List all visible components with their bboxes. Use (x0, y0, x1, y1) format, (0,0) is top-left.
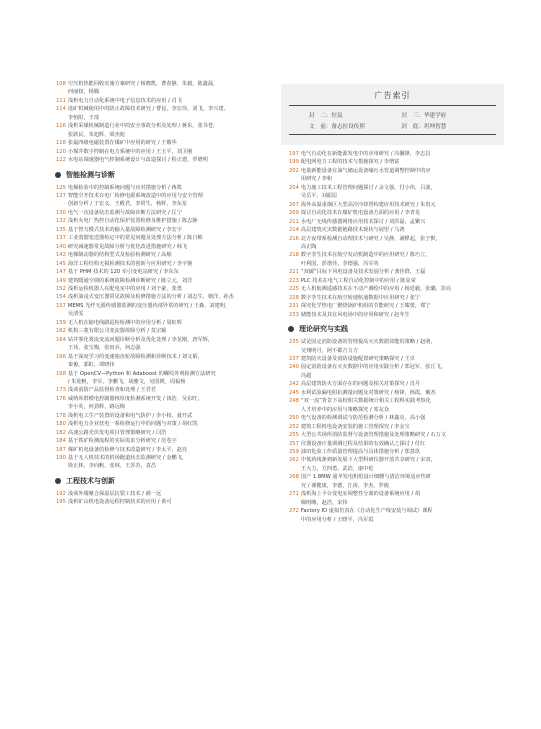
toc-entry (289, 294, 505, 302)
toc-entry (289, 218, 505, 226)
entry-text: 钻井雾化雾流变流问题诊断分析及优化处理 / 李龙刚，唐军辉， (67, 336, 214, 343)
toc-entry (56, 378, 270, 386)
entry-text: MEMS 光纤无源传感器监测的变压器内部异常的研究 / 王森，刘建明， (67, 302, 231, 309)
toc-entry (289, 448, 505, 456)
toc-entry (56, 293, 270, 301)
entry-text: 电梯制动器的结构型式及检验检测研究 / 高舶 (67, 252, 172, 259)
entry-text: 浅谈消防产品监督检查和处理 / 王君君 (67, 387, 156, 394)
page-number: 154 (56, 294, 66, 301)
entry-text: 高速公路光伏发电项目管理策略研究 / 闫浩 (67, 429, 167, 436)
entry-text: 海外高温重烟区大型高冷冷却塔构建应用技术研究 / 朱贵元 (300, 201, 436, 208)
page-number: 233 (289, 311, 299, 318)
toc-entry (56, 80, 270, 88)
entry-text: 浅谈外墙聚合保温层抗裂工技术 / 郝一远 (67, 490, 162, 497)
toc-entry (289, 355, 505, 363)
toc-entry (289, 201, 505, 209)
toc-entry (289, 499, 505, 507)
entry-text: 高层建筑火灾数据链路技术现状与展望 / 马鸿 (300, 227, 405, 234)
entry-text: 煤矿机电设备的检修与技术改造研究 / 李太平，赵亮 (67, 446, 188, 453)
toc-entry (289, 406, 505, 414)
bullet-icon (55, 478, 61, 484)
entry-text: 北方夜带系检测自动理技术与研究 / 吴静，满桦起，张子默， (300, 235, 441, 242)
entry-text: 基于无人机技术的机场跑道状态监测研究 / 金鹏飞， (67, 455, 188, 462)
page-number: 182 (56, 429, 66, 436)
page-number: 262 (289, 457, 299, 464)
page-number: 272 (289, 508, 299, 515)
toc-entry (289, 302, 505, 310)
entry-text: 威纳库群模电控制器核厚度检测系统开发 / 钱浩，吴东旺， (67, 395, 203, 402)
entry-text: 基于 OpenCV—Python 和 Adaboost 的螺纹外观检测方法研究 (67, 370, 216, 377)
page-number: 108 (56, 81, 66, 87)
page-number: 176 (56, 395, 66, 402)
toc-entry (289, 192, 505, 200)
divider (289, 105, 496, 106)
entry-text: 数字孪生技术在航空转速航通数据中应用研究 / 张宁 (300, 294, 421, 301)
page-number: 195 (56, 499, 66, 506)
page-number: 255 (289, 432, 299, 439)
toc-entry (56, 122, 270, 130)
toc-entry (289, 372, 505, 380)
page-number: 245 (289, 389, 299, 396)
page-number: 142 (56, 252, 66, 259)
toc-entry (56, 285, 270, 293)
page-number: 242 (289, 381, 299, 388)
page-number: 125 (56, 184, 66, 191)
page-number: 166 (56, 353, 66, 360)
toc-entry (56, 454, 270, 462)
entry-text: 工业蒸馏变送器检定中的常见问题及处理方法分析 / 陈日彬 (67, 235, 203, 242)
toc-entry (289, 414, 505, 422)
toc-entry (56, 105, 270, 113)
entry-text: 建筑暖通空调的系统故障检测诊断研究 / 陈立元，刘洋 (67, 277, 193, 284)
entry-text: 王大力，方四勇，武诰，康中伦 (300, 465, 374, 472)
toc-entry (56, 200, 270, 208)
page-number: 225 (289, 286, 299, 293)
toc-entry (56, 370, 270, 378)
toc-entry (289, 150, 505, 158)
page-number: 190 (56, 455, 66, 462)
entry-text: “双一流”背景下高校相关数据统计相关工程科实践考察化 (300, 398, 431, 405)
toc-entry (289, 285, 505, 293)
toc-entry (289, 158, 505, 166)
entry-text: 浅析采煤机械制造行业中的安全事故分析及处理 / 蒋东，张书苍， (67, 123, 219, 130)
toc-entry (56, 251, 270, 259)
page-number: 252 (289, 423, 299, 430)
entry-text: 电量新能设备在油气储运设备缘污水管道调整控制中的应 (300, 167, 431, 174)
bullet-icon (288, 326, 294, 332)
entry-text: 浅析运检机器人在配电室中的应用 / 刘子豪，张勇 (67, 285, 182, 292)
toc-entry (56, 361, 270, 369)
ad-index-row (309, 122, 494, 130)
entry-text: 油田化验工作质量管理提高与具体措施分析 / 郑荔玖 (300, 448, 421, 455)
entry-text: 冯超 (300, 372, 312, 379)
toc-entry (289, 260, 505, 268)
section-heading (288, 324, 505, 334)
entry-text: 浅析油浸式变压器常见故障及检修措施方法的分析 / 刘志生，朝洋，孙杰 (67, 294, 234, 301)
entry-text: 李怡阳，王琦 (67, 114, 100, 121)
toc-entry (289, 431, 505, 439)
entry-text: 建筑工程机电设备安装的施工管理探究 / 李金宝 (300, 423, 410, 430)
entry-text: 徐正林，李向帆，张林，王苏苏，袁昌 (67, 463, 157, 470)
page-number: 159 (56, 319, 66, 326)
toc-entry (56, 490, 270, 498)
entry-text: 大型公共场所消防监督与设备管理措施及处理策略研究 / 石万文 (300, 432, 447, 439)
page-number: 199 (289, 159, 299, 166)
toc-entry (289, 338, 505, 346)
toc-entry (289, 268, 505, 276)
toc-entry (289, 235, 505, 243)
toc-entry (289, 440, 505, 448)
toc-entry (289, 209, 505, 217)
page-number: 202 (289, 167, 299, 174)
entry-text: 浅析电力企业营电一系检修运行中的问题与对策 / 胡红凯 (67, 421, 198, 428)
toc-entry (289, 482, 505, 490)
toc-group (289, 150, 505, 319)
toc-entry (56, 319, 270, 327)
entry-text: / 朱迎帆，李军，李鹏飞，胡雅文，吴国媛，周福杨 (67, 378, 186, 385)
entry-text: 小煤井数字控制在电力系统中的应用 / 王玉平，刘卫刚 (67, 148, 193, 155)
entry-text: 用研究 / 李和 (300, 176, 332, 183)
toc-right-column (289, 150, 505, 524)
toc-entry (289, 490, 505, 498)
entry-text: 基于智力模式技术的输入量故障检测研究 / 李宏宇 (67, 226, 182, 233)
entry-text: 建筑防火设备及消防设施配置研究策略探究 / 王卓 (300, 355, 415, 362)
entry-text: 探讨自动化技术在煤矿机电设备方面的应用 / 李青龙 (300, 210, 421, 217)
page-number: 120 (56, 148, 66, 155)
page-number: 149 (56, 277, 66, 284)
page-number: 118 (56, 140, 66, 147)
page-number: 135 (56, 226, 66, 233)
entry-text: “双碳”目标下风电设备及技术发展分析 / 龚佳群，王磊 (300, 269, 426, 276)
section-heading (55, 170, 270, 180)
entry-text: 何丽权，杨腾 (67, 89, 100, 96)
entry-text: 李小英，何劲辉，路远梅 (67, 404, 125, 411)
entry-text: 无人机航测遥感技术在不动产测绘中的应用 / 杨廷毅，张璐，彭亮 (300, 286, 452, 293)
ad-index-cell: 封 三：华建学府 (401, 113, 447, 119)
entry-text: 国产 1.8MW 通苹发电机组设计细腰与清洁环境适应性研 (300, 474, 431, 481)
toc-entry (56, 446, 270, 454)
toc-entry (56, 260, 270, 268)
entry-text: 吴翔明月，阿不都吉力力 (300, 347, 358, 354)
ad-index-box (281, 84, 504, 145)
entry-text: 中低药线条到新发展下大型科研仪器开放共享研究 / 宋双， (300, 457, 436, 464)
toc-entry (56, 88, 270, 96)
toc-entry (56, 234, 270, 242)
toc-entry (56, 156, 270, 164)
entry-text: 水利试验漏电阻抗测量问题及对策研究 / 杨锋，杨霞，戴杰 (300, 389, 436, 396)
entry-text: 高正陶 (300, 243, 317, 250)
toc-entry (56, 243, 270, 251)
page-number: 173 (56, 387, 66, 394)
page-number: 221 (289, 269, 299, 276)
page-number: 127 (56, 192, 66, 199)
toc-entry (56, 277, 270, 285)
entry-text: 浅析电力自动化系统中电子信息技术的应用 / 肖飞 (67, 97, 182, 104)
entry-text: 佩明嗨，赵浩，宋伟 (300, 499, 348, 506)
bullet-icon (55, 172, 61, 178)
toc-entry (56, 420, 270, 428)
entry-text: 电气自动化在新能源发电中的应用研究 / 冯馨锋，李志昌 (300, 151, 431, 157)
entry-text: 储能技术及其在风电场中的应用和研究 / 赵冬生 (300, 311, 410, 318)
page-number: 132 (56, 218, 66, 225)
toc-entry (289, 277, 505, 285)
entry-text: 王伟，张宝梅，张田兵，何志强 (67, 345, 141, 352)
divider (289, 134, 496, 135)
toc-entry (56, 114, 270, 122)
toc-entry (56, 148, 270, 156)
toc-entry (289, 251, 505, 259)
entry-text: 浅析电工生产装置的设备和电气防护 / 李小权，聂开武 (67, 412, 193, 419)
toc-entry (56, 226, 270, 234)
toc-entry (289, 363, 505, 371)
toc-entry (56, 412, 270, 420)
entry-text: 究 / 谢健康，李德，江涛，李杰，罗俊 (300, 482, 389, 489)
page-number: 214 (289, 227, 299, 234)
toc-entry (56, 429, 270, 437)
page-number: 130 (56, 209, 66, 216)
entry-text: PLC 技术在电气工程自动化控制中的应用 / 陈显荣 (300, 277, 416, 284)
page-number: 209 (289, 210, 299, 217)
toc-entry (56, 344, 270, 352)
toc-entry (56, 327, 270, 335)
entry-text: 电力施工技术工程管理问题探讨 / 余文强，付小伟，吕波， (300, 184, 436, 191)
entry-text: 电梯检验中的控制系统问题与应对措施分析 / 蒋凯 (67, 184, 182, 191)
entry-text: 电气一次设备状态监测与故障诊断方法研究 / 匡宁 (67, 209, 182, 216)
entry-text: 叶利国，彭谐佳，李德强，冯军英 (300, 260, 379, 267)
page-number: 268 (289, 474, 299, 481)
entry-text: 探究化学热电厂燃烧锅炉机组的节能研究 / 王耀蕾，郑宁 (300, 303, 431, 310)
page-number: 157 (56, 302, 66, 309)
toc-entry (56, 209, 270, 217)
page-number: 204 (289, 184, 299, 191)
toc-group (56, 184, 270, 471)
toc-entry (56, 217, 270, 225)
entry-text: 固定消防设备在灭火数据中的应用实践分析 / 郑冠军，张丘飞， (300, 364, 447, 371)
toc-entry (56, 353, 270, 361)
page-number: 164 (56, 336, 66, 343)
page-number: 223 (289, 277, 299, 284)
entry-text: 电气设备的检测调试与防范检测分析 / 林鑫亮，高小强 (300, 415, 426, 422)
entry-text: 基于 PHM 技术的 120 牵引变电站研究 / 李东东 (67, 269, 179, 276)
toc-entry (56, 395, 270, 403)
toc-entry (289, 473, 505, 481)
entry-text: 浅析火电厂热控自动化保护装置检修及维护措施 / 陈志静 (67, 218, 198, 225)
toc-group (56, 80, 270, 165)
toc-entry (56, 268, 270, 276)
page-number: 231 (289, 303, 299, 310)
page-number: 178 (56, 412, 66, 419)
entry-text: 水电厂无线传感器网络应用技术探讨 / 刘洪磊，孟繁兴 (300, 218, 426, 225)
page-number: 162 (56, 328, 66, 335)
page-number: 240 (289, 364, 299, 371)
toc-entry (289, 380, 505, 388)
entry-text: 配电网电力工程的技术与措施探究 / 李增富 (300, 159, 400, 166)
ad-index-cell: 封 二：恒益 (309, 113, 343, 119)
entry-text: 创新分析 / 于宏义，王殿君，李常生，杨辉，李东星 (67, 201, 188, 208)
page-number: 187 (56, 446, 66, 453)
entry-text: Factory IO 虚拟仿真在《自动化生产线安装与调试》课程 (300, 508, 433, 515)
toc-entry (56, 310, 270, 318)
ad-index-cell: 文 前：备志拉设传照 (309, 124, 365, 130)
entry-text: 基于深度学习的变速箱齿轮故障检测和诊断技术 / 刘文韬， (67, 353, 203, 360)
toc-entry (289, 347, 505, 355)
page-number: 235 (289, 339, 299, 346)
page-number: 137 (56, 235, 66, 242)
entry-text: 中的应用分析 / 王晓平，冯军霞 (300, 516, 374, 523)
page-number: 207 (289, 201, 299, 208)
entry-text: 张最四级电磁装置在煤矿中应用的研究 / 王敬华 (67, 140, 177, 147)
entry-text: 机构三菱有限公司变流器故障分析 / 莫宗颖 (67, 328, 167, 335)
toc-entry (56, 498, 270, 506)
page-number: 218 (289, 252, 299, 259)
entry-text: 无人机在输电线路巡检检测中的应用分析 / 周虹辉 (67, 319, 182, 326)
page-number: 114 (56, 106, 66, 113)
entry-text: 空压机热能回收实施方案研究 / 杨晓凯，曹春静，朱毅，陈鑫磊， (67, 81, 219, 87)
toc-entry (56, 336, 270, 344)
entry-text: 试论固定消防设备的管理提高灭火数据效能的策略 / 赵萌， (300, 339, 436, 346)
page-number: 184 (56, 438, 66, 445)
entry-text: 人才培养中的应用与策略探究 / 邓友众 (300, 406, 389, 413)
toc-entry (289, 516, 505, 524)
toc-entry (289, 184, 505, 192)
entry-text: 秦俊，郭虹，谭晓伟 (67, 362, 115, 369)
section-heading (55, 476, 270, 486)
entry-text: 浅析矿山机电设备远程控制技术的应用 / 黄可 (67, 499, 172, 506)
toc-entry (56, 139, 270, 147)
toc-entry (289, 167, 505, 175)
page-number: 168 (56, 370, 66, 377)
toc-entry (289, 465, 505, 473)
entry-text: 水电站调速器电气控制系统设计与改造探讨 / 程正建，罗增明 (67, 157, 208, 164)
page-number: 271 (289, 491, 299, 498)
entry-text: 基于铁矿检测流程的实际需求分析研究 / 范卷宇 (67, 438, 177, 445)
entry-text: 吴岳平，刘振原 (300, 193, 338, 200)
toc-entry (289, 423, 505, 431)
section-title: 理论研究与实践 (299, 325, 348, 334)
entry-text: 选矿机械使用中的防止故障技术研究 / 曹昆，李宏伟，刘飞，李兴建， (67, 106, 229, 113)
toc-entry (289, 456, 505, 464)
entry-text: 数字孪生技术在航空发动机制造中的应用研究 / 陈巧立， (300, 252, 431, 259)
toc-entry (56, 437, 270, 445)
page-number: 147 (56, 269, 66, 276)
entry-text: 研究减速器常见故障分析与优化改进措施研究 / 韩飞 (67, 243, 188, 250)
toc-entry (56, 184, 270, 192)
toc-entry (289, 175, 505, 183)
entry-text: 智能空开技术在电厂检修电源系统改造中的应用与安全管理 (67, 192, 203, 199)
page-number: 180 (56, 421, 66, 428)
page-number: 211 (289, 218, 299, 225)
toc-entry (56, 403, 270, 411)
toc-group (289, 338, 505, 524)
section-title: 工程技术与创新 (66, 476, 115, 485)
page-number: 216 (289, 235, 299, 242)
entry-text: 高层建筑防火方面存在的问题及相关对策探究 / 肖丹 (300, 381, 421, 388)
entry-text: 吴清雯 (67, 311, 84, 318)
toc-entry (289, 397, 505, 405)
page-number: 140 (56, 243, 66, 250)
section-title: 智能检测与诊断 (66, 170, 115, 179)
toc-group (56, 490, 270, 507)
toc-entry (289, 226, 505, 234)
page-number: 116 (56, 123, 66, 130)
page-number: 192 (56, 490, 66, 497)
ad-index-row (309, 111, 494, 119)
toc-entry (289, 389, 505, 397)
page-number: 248 (289, 398, 299, 405)
page-number: 257 (289, 440, 299, 447)
page-number: 111 (56, 97, 66, 104)
toc-entry (56, 462, 270, 470)
page-number: 228 (289, 294, 299, 301)
ad-index-title: 广告索引 (374, 91, 411, 100)
toc-entry (289, 311, 505, 319)
entry-text: 仪器设备计量调测过程及结果的有效确认之探讨 / 付红 (300, 440, 426, 447)
toc-entry (289, 243, 505, 251)
entry-text: 浅析海上平台变电室调整性分离的设备系统应用 / 胡 (300, 491, 421, 498)
toc-entry (56, 386, 270, 394)
toc-left-column (56, 80, 270, 507)
toc-entry (56, 302, 270, 310)
page-number: 145 (56, 260, 66, 267)
ad-index-cell: 封 底：坦坤智慧 (401, 124, 447, 130)
page-number: 197 (289, 151, 299, 157)
page-number: 152 (56, 285, 66, 292)
toc-entry (56, 97, 270, 105)
toc-entry (56, 192, 270, 200)
page-number: 122 (56, 157, 66, 164)
page-number: 259 (289, 448, 299, 455)
toc-entry (289, 507, 505, 515)
page-number: 250 (289, 415, 299, 422)
page-number: 237 (289, 355, 299, 362)
entry-text: 海洋工程结构无损检测技术的创新与应用研究 / 李宇驰 (67, 260, 193, 267)
entry-text: 张跃民，朱旭辉，梁杰彪 (67, 131, 125, 138)
toc-entry (56, 131, 270, 139)
